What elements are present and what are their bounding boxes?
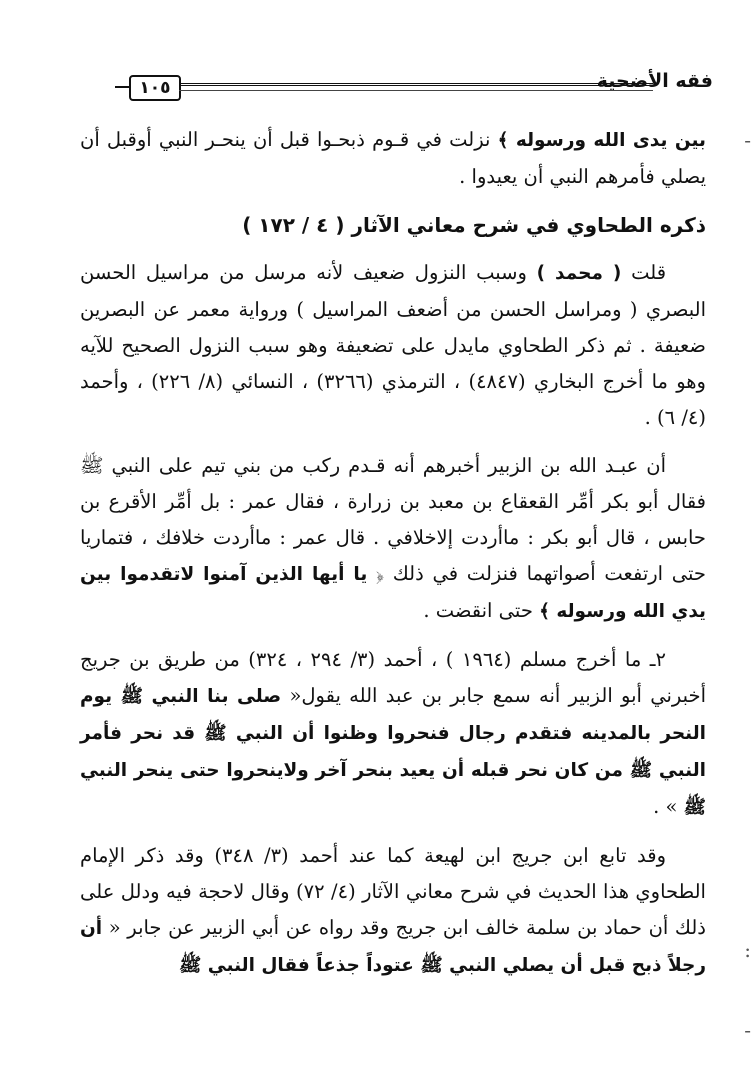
paragraph-5: [80, 838, 706, 984]
header-rule-left: [115, 86, 129, 88]
paragraph-2-text: وسبب النزول ضعيف لأنه مرسل من مراسيل الحسن البصري ( ومراسل الحسن من أضعف المراسيل ) ورواية معمر عن البصرين ضعيفة . ثم ذكر الطحاوي مايدل على تضعيفة وهو سبب النزول الصحيح للآيه وهو ما أخرج البخاري (٤٨٤٧) ، الترمذي (٣٢٦٦) ، النسائي (٨/ ٢٢٦) ، وأحمد (٤/ ٦) .: [80, 261, 706, 429]
margin-mark: :: [744, 938, 751, 962]
hadith-text-2: أن رجلاً ذبح قبل أن يصلي النبي ﷺ عتوداً جذعاً فقال النبي ﷺ: [80, 918, 706, 976]
header-rule-thin: [179, 90, 653, 91]
book-title: فقه الأضحية: [596, 70, 713, 92]
paragraph-4-text: ٢ـ ما أخرج مسلم (١٩٦٤ ) ، أحمد (٣/ ٢٩٤ ، ٣٢٤) من طريق بن جريج أخبرني أبو الزبير أنه سمع جابر بن عبد الله يقول«: [80, 648, 706, 707]
paragraph-2-lead: قلت: [621, 261, 667, 284]
section-heading: ذكره الطحاوي في شرح معاني الآثار ( ٤ / ١٧٢ ): [242, 213, 706, 237]
margin-mark: -: [744, 128, 751, 152]
quran-quote-end: بين يدى الله ورسوله ﴾: [497, 130, 706, 151]
paragraph-1: [80, 122, 706, 195]
paragraph-2: [80, 255, 706, 436]
margin-mark: -: [744, 1018, 751, 1042]
quran-verse: يا أيها الذين آمنوا لاتقدموا بين يدي الله ورسوله ﴾: [80, 564, 706, 622]
page-body: [80, 122, 706, 984]
paragraph-3: [80, 448, 706, 630]
paragraph-1-text: نزلت في قـوم ذبحـوا قبل أن ينحـر النبي أوقبل أن يصلي فأمرهم النبي أن يعيدوا .: [80, 128, 706, 188]
paragraph-4-tail: » .: [653, 795, 684, 818]
paragraph-5-text: وقد تابع ابن جريج ابن لهيعة كما عند أحمد (٣/ ٣٤٨) وقد ذكر الإمام الطحاوي هذا الحديث في شرح معاني الآثار (٤/ ٧٢) وقال لاحجة فيه ودلل على ذلك أن حماد بن سلمة خالف ابن جريج وقد رواه عن أبي الزبير عن جابر «: [80, 844, 706, 939]
paragraph-3-tail: حتى انقضت .: [423, 599, 540, 622]
paragraph-4: [80, 642, 706, 826]
paragraph-3-text: أن عبـد الله بن الزبير أخبرهم أنه قـدم ركب من بني تيم على النبي ﷺ فقال أبو بكر أمِّر القعقاع بن معبد بن زرارة ، فقال عمر : بل أمِّر الأقرع بن حابس ، قال أبو بكر : ماأردت إلاخلافي . قال عمر : ماأردت خلافك ، فتماريا حتى ارتفعت أصواتهما فنزلت في ذلك ﴿: [80, 454, 706, 585]
author-name: ( محمد ): [536, 263, 622, 284]
header-rule: [179, 83, 653, 86]
hadith-text: صلى بنا النبي ﷺ يوم النحر بالمدينه فتقدم رجال فنحروا وظنوا أن النبي ﷺ قد نحر فأمر النبي ﷺ من كان نحر قبله أن يعيد بنحر آخر ولاينحروا حتى ينحر النبي ﷺ: [80, 686, 706, 818]
page-number: ١٠٥: [129, 75, 181, 101]
page-header: [115, 70, 713, 104]
